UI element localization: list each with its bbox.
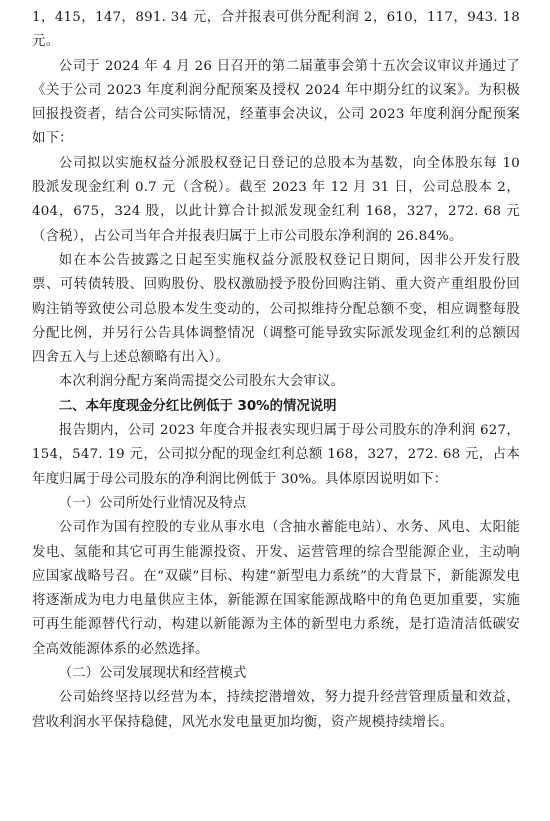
board-resolution-paragraph: 公司于 2024 年 4 月 26 日召开的第二届董事会第十五次会议审议并通过了《关于公司 2023 年度利润分配预案及授权 2024 年中期分红的议案》。为积极回报投资者，结合公司实际情况，经董事会决议，公司 2023 年度利润分配预案如下： bbox=[32, 58, 520, 147]
industry-paragraph: 公司作为国有控股的专业从事水电（含抽水蓄能电站）、水务、风电、太阳能发电、氢能和其它可再生能源投资、开发、运营管理的综合型能源企业，主动响应国家战略号召。在“双碳”目标、构建“新型电力系统”的大背景下，新能源发电将逐渐成为电力电量供应主体，新能源在国家能源战略中的角色更加重要，实施可再生能源替代行动，构建以新能源为主体的新型电力系统，是打造清洁低碳安全高效能源体系的必然选择。 bbox=[32, 520, 520, 657]
subsection-heading-development: （二）公司发展现状和经营模式 bbox=[58, 666, 247, 682]
section-heading: 二、本年度现金分红比例低于 30%的情况说明 bbox=[58, 398, 337, 414]
net-profit-paragraph: 报告期内，公司 2023 年度合并报表实现归属于母公司股东的净利润 627，154，547. 19 元，公司拟分配的现金红利总额 168，327，272. 68 元，占本年度归属于母公司股东的净利润比例低于 30%。具体原因说明如下： bbox=[32, 423, 520, 487]
subsection-heading-industry: （一）公司所处行业情况及特点 bbox=[58, 495, 247, 511]
document-page bbox=[32, 6, 520, 735]
approval-paragraph: 本次利润分配方案尚需提交公司股东大会审议。 bbox=[58, 374, 345, 390]
carryover-line: 1，415，147，891. 34 元，合并报表可供分配利润 2，610，117，943. 18 元。 bbox=[32, 10, 520, 50]
dividend-plan-paragraph: 公司拟以实施权益分派股权登记日登记的总股本为基数，向全体股东每 10 股派发现金红利 0.7 元（含税）。截至 2023 年 12 月 31 日，公司总股本 2，404，675，324 股，以此计算合计拟派发现金红利 168，327，272. 68 元（含税），占公司当年合并报表归属于上市公司股东净利润的 26.84%。 bbox=[32, 155, 520, 244]
share-change-paragraph: 如在本公告披露之日起至实施权益分派股权登记日期间，因非公开发行股票、可转债转股、回购股份、股权激励授予股份回购注销、重大资产重组股份回购注销等致使公司总股本发生变动的，公司拟维持分配总额不变，相应调整每股分配比例，并另行公告具体调整情况（调整可能导致实际派发现金红利的总额因四舍五入与上述总额略有出入）。 bbox=[32, 252, 520, 366]
development-paragraph: 公司始终坚持以经营为本，持续挖潜增效，努力提升经营管理质量和效益，营收利润水平保持稳健，风光水发电量更加均衡，资产规模持续增长。 bbox=[32, 690, 520, 730]
